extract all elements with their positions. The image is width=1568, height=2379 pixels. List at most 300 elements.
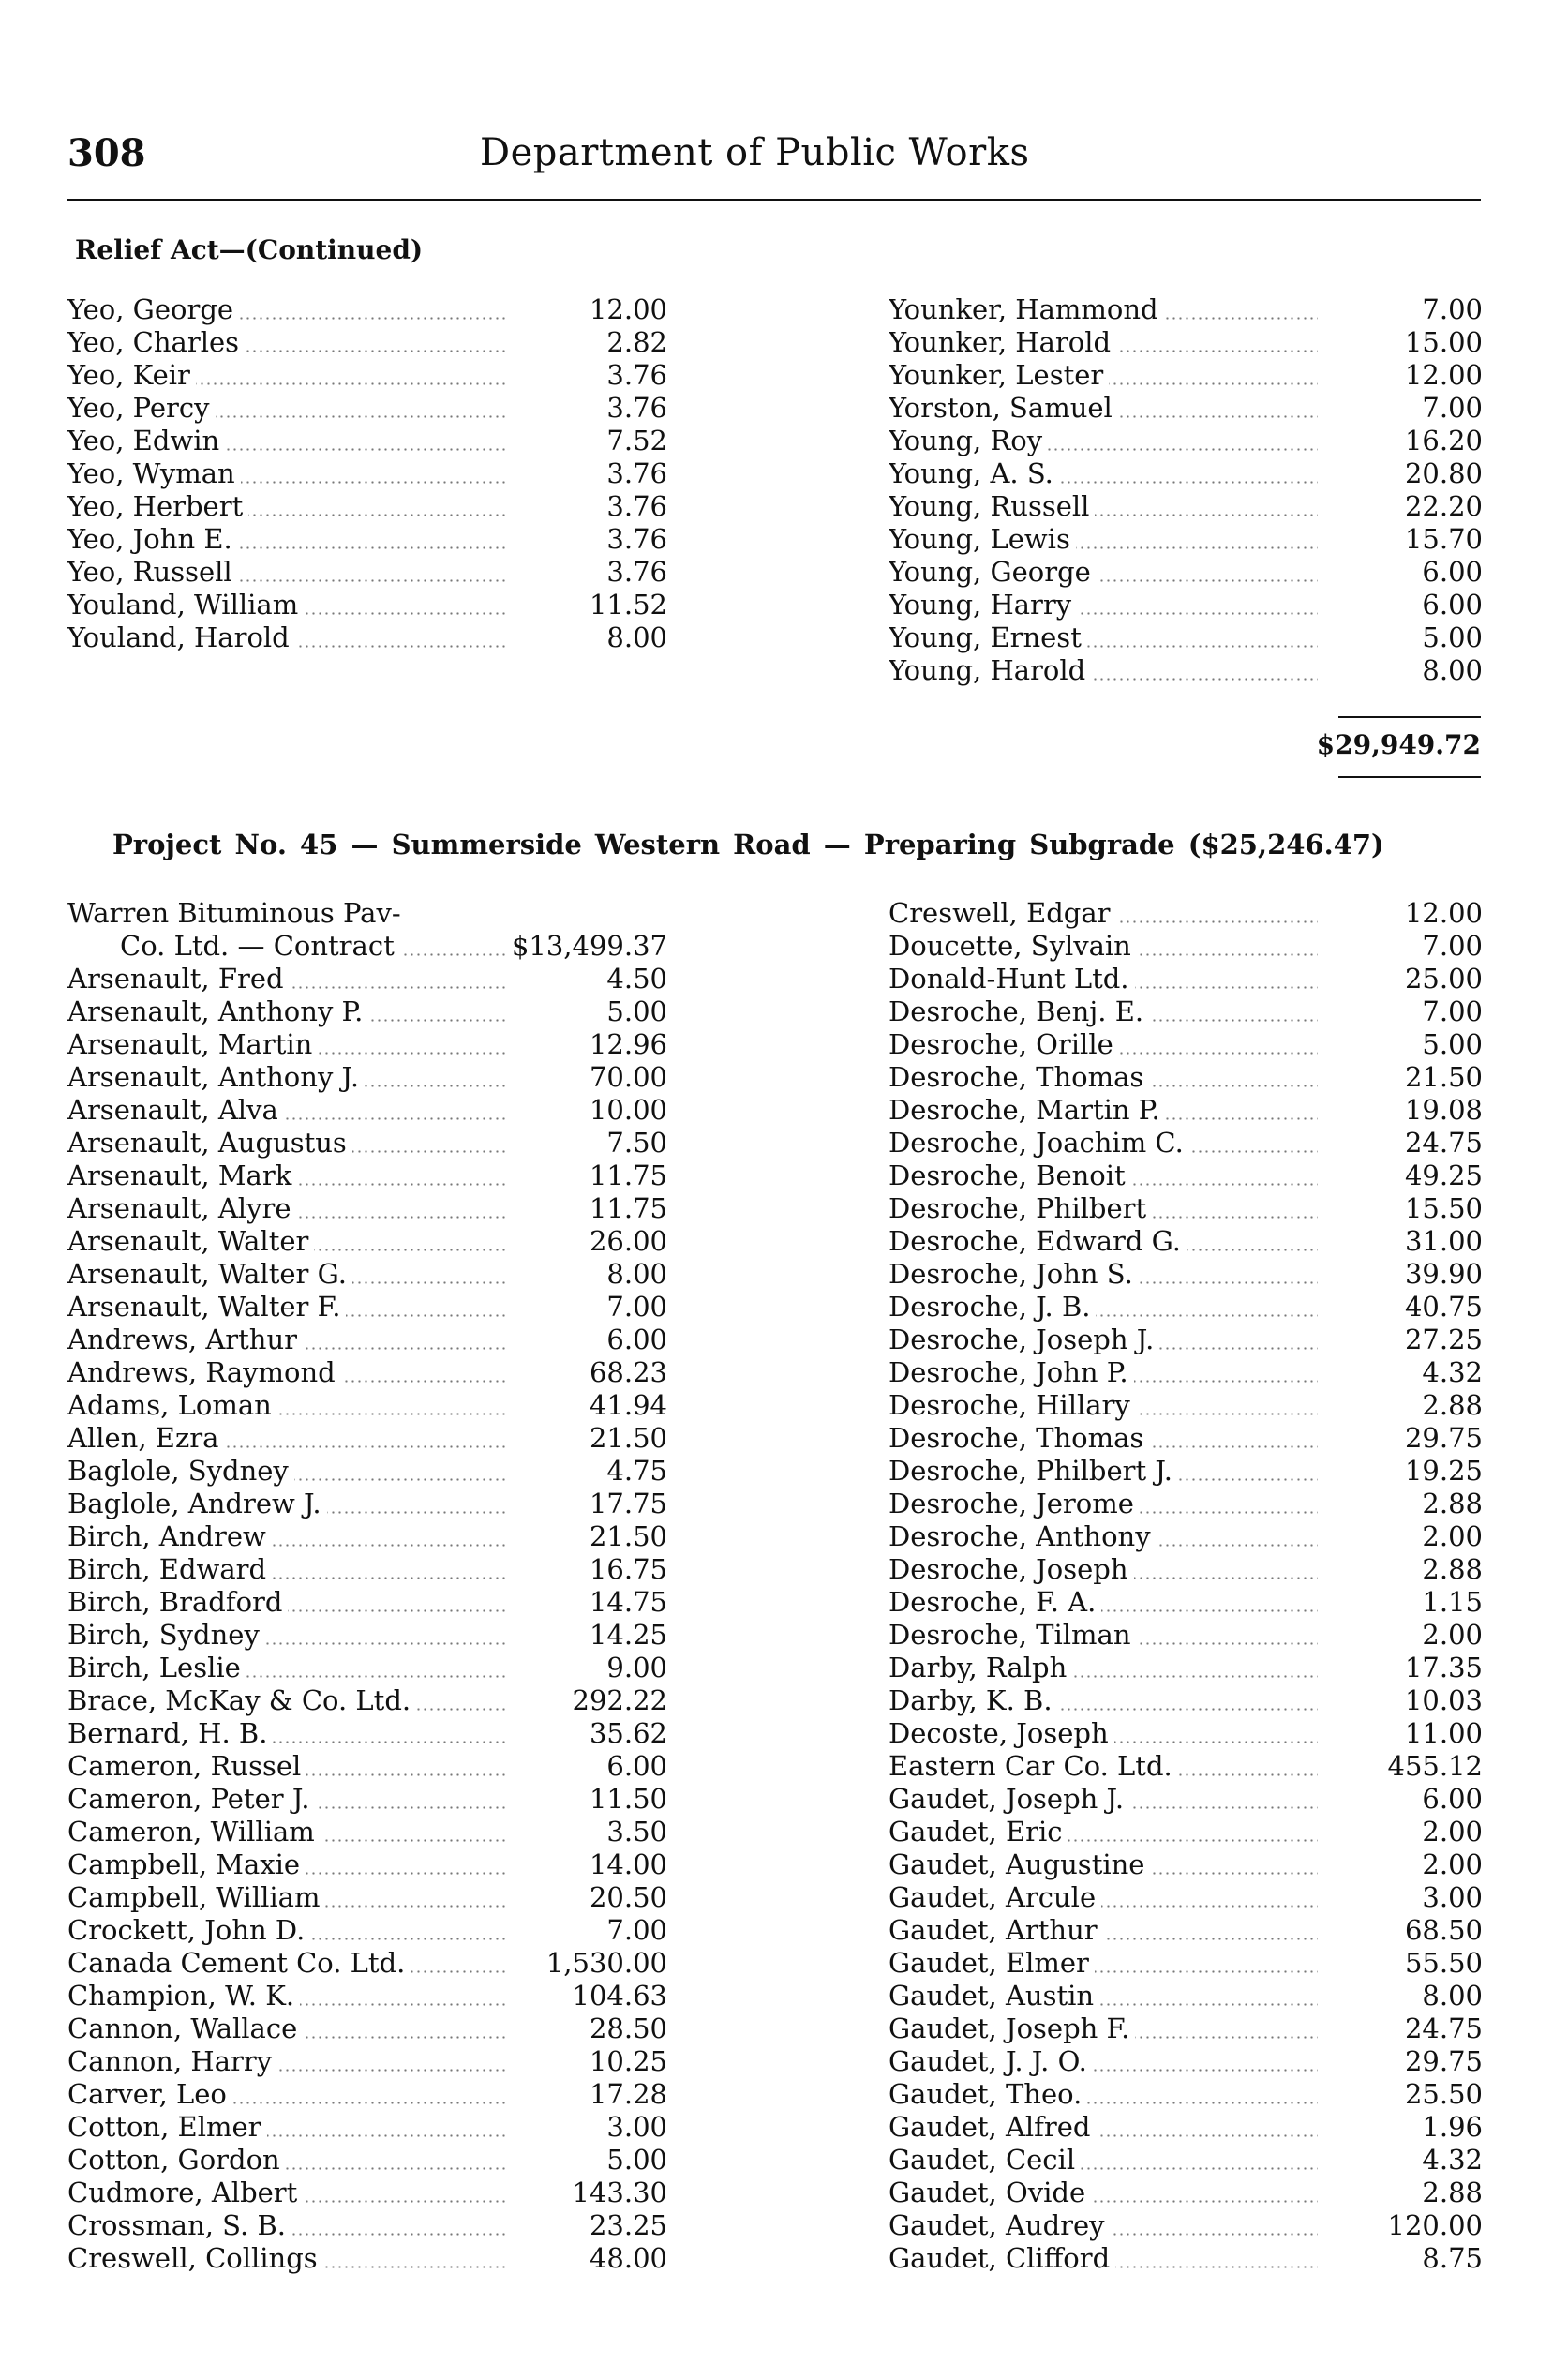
contract-line-1: Warren Bituminous Pav- xyxy=(67,897,401,929)
leader-dots xyxy=(67,490,506,523)
entry-name: Yeo, Wyman xyxy=(67,457,241,489)
ledger-entry xyxy=(889,963,1483,995)
entry-name: Donald-Hunt Ltd. xyxy=(889,963,1135,995)
ledger-entry xyxy=(889,897,1483,930)
entry-name: Gaudet, Eric xyxy=(889,1816,1068,1848)
leader-dots xyxy=(67,2177,506,2209)
entry-name: Younker, Lester xyxy=(889,359,1109,391)
entry-amount: 1.96 xyxy=(1422,2111,1483,2143)
entry-name: Desroche, J. B. xyxy=(889,1291,1096,1323)
entry-name: Desroche, Joseph J. xyxy=(889,1324,1159,1355)
entry-amount: 55.50 xyxy=(1404,1947,1483,1979)
entry-name: Cannon, Wallace xyxy=(67,2012,303,2044)
leader-dots xyxy=(67,556,506,589)
leader-dots xyxy=(889,1455,1318,1488)
leader-dots xyxy=(67,1652,506,1684)
leader-dots xyxy=(67,930,506,963)
entry-name: Birch, Edward xyxy=(67,1553,272,1585)
entry-amount: 2.88 xyxy=(1422,2177,1483,2208)
entry-amount: 11.50 xyxy=(589,1783,667,1815)
ledger-entry xyxy=(67,556,667,589)
ledger-entry xyxy=(889,1160,1483,1192)
entry-name: Arsenault, Alva xyxy=(67,1094,284,1126)
leader-dots xyxy=(889,2209,1318,2242)
entry-amount: 292.22 xyxy=(572,1684,667,1716)
ledger-entry xyxy=(67,995,667,1028)
entry-name: Crockett, John D. xyxy=(67,1914,310,1946)
entry-name: Cotton, Elmer xyxy=(67,2111,267,2143)
ledger-entry xyxy=(889,1028,1483,1061)
entry-amount: 16.75 xyxy=(589,1553,667,1585)
ledger-entry xyxy=(67,1980,667,2012)
entry-amount: 3.76 xyxy=(606,490,667,522)
entry-name: Young, George xyxy=(889,556,1097,588)
entry-amount: 7.00 xyxy=(1422,293,1483,325)
ledger-entry xyxy=(889,1947,1483,1980)
entry-name: Arsenault, Walter xyxy=(67,1225,314,1257)
entry-amount: 6.00 xyxy=(606,1750,667,1782)
leader-dots xyxy=(889,995,1318,1028)
entry-amount: 10.25 xyxy=(589,2045,667,2077)
ledger-entry xyxy=(67,1488,667,1520)
leader-dots xyxy=(67,621,506,654)
entry-name: Desroche, Joachim C. xyxy=(889,1127,1189,1159)
entry-name: Gaudet, Elmer xyxy=(889,1947,1095,1979)
entry-amount: 1.15 xyxy=(1422,1586,1483,1618)
entry-name: Birch, Andrew xyxy=(67,1520,272,1552)
ledger-entry xyxy=(889,654,1483,687)
entry-amount: 3.76 xyxy=(606,523,667,555)
running-head: Department of Public Works xyxy=(480,131,1030,174)
leader-dots xyxy=(889,2045,1318,2078)
leader-dots xyxy=(889,1488,1318,1520)
entry-name: Yeo, Keir xyxy=(67,359,196,391)
entry-amount: 8.00 xyxy=(1422,1980,1483,2012)
entry-name: Cannon, Harry xyxy=(67,2045,277,2077)
ledger-entry xyxy=(889,1881,1483,1914)
leader-dots xyxy=(889,1553,1318,1586)
ledger-entry xyxy=(889,1848,1483,1881)
entry-name: Younker, Harold xyxy=(889,326,1116,358)
entry-amount: 8.00 xyxy=(606,621,667,653)
leader-dots xyxy=(889,457,1318,490)
ledger-entry xyxy=(889,1324,1483,1356)
leader-dots xyxy=(67,1520,506,1553)
ledger-entry xyxy=(889,2012,1483,2045)
entry-name: Creswell, Edgar xyxy=(889,897,1116,929)
ledger-entry xyxy=(889,1816,1483,1848)
ledger-entry xyxy=(889,490,1483,523)
ledger-entry xyxy=(67,1783,667,1816)
entry-amount: 5.00 xyxy=(606,2144,667,2176)
leader-dots xyxy=(889,1324,1318,1356)
ledger-entry xyxy=(67,1750,667,1783)
entry-amount: 17.75 xyxy=(589,1488,667,1519)
entry-amount: 40.75 xyxy=(1404,1291,1483,1323)
ledger-entry xyxy=(67,963,667,995)
ledger-entry xyxy=(889,1061,1483,1094)
entry-name: Desroche, Martin P. xyxy=(889,1094,1166,1126)
entry-name: Yeo, Herbert xyxy=(67,490,248,522)
ledger-entry xyxy=(67,1816,667,1848)
contract-line-2: Co. Ltd. — Contract xyxy=(67,930,400,962)
leader-dots xyxy=(67,1028,506,1061)
entry-amount: 455.12 xyxy=(1387,1750,1483,1782)
ledger-entry xyxy=(67,490,667,523)
entry-amount: 2.88 xyxy=(1422,1389,1483,1421)
entry-amount: 8.00 xyxy=(606,1258,667,1290)
leader-dots xyxy=(67,1291,506,1324)
entry-amount: 70.00 xyxy=(589,1061,667,1093)
leader-dots xyxy=(889,1258,1318,1291)
ledger-entry xyxy=(889,2177,1483,2209)
leader-dots xyxy=(889,1520,1318,1553)
page-header xyxy=(67,131,1483,187)
entry-amount: 143.30 xyxy=(572,2177,667,2208)
leader-dots xyxy=(889,930,1318,963)
ledger-entry xyxy=(67,1356,667,1389)
entry-amount: 29.75 xyxy=(1404,1422,1483,1454)
entry-amount: 17.35 xyxy=(1404,1652,1483,1683)
section-title: Relief Act—(Continued) xyxy=(75,234,424,265)
leader-dots xyxy=(67,359,506,392)
ledger-entry xyxy=(67,1258,667,1291)
entry-amount: 24.75 xyxy=(1404,1127,1483,1159)
entry-amount: 68.23 xyxy=(589,1356,667,1388)
ledger-entry xyxy=(67,2242,667,2275)
entry-amount: 22.20 xyxy=(1404,490,1483,522)
ledger-entry xyxy=(67,1422,667,1455)
entry-name: Young, Lewis xyxy=(889,523,1076,555)
leader-dots xyxy=(889,2111,1318,2144)
entry-amount: 6.00 xyxy=(1422,1783,1483,1815)
relief-left-column xyxy=(67,293,667,654)
entry-amount: 12.96 xyxy=(589,1028,667,1060)
entry-amount: 12.00 xyxy=(1404,897,1483,929)
leader-dots xyxy=(889,1881,1318,1914)
ledger-entry xyxy=(67,1192,667,1225)
entry-amount: 5.00 xyxy=(1422,1028,1483,1060)
entry-name: Arsenault, Mark xyxy=(67,1160,297,1191)
leader-dots xyxy=(889,2078,1318,2111)
leader-dots xyxy=(67,1258,506,1291)
entry-amount: 31.00 xyxy=(1404,1225,1483,1257)
ledger-entry xyxy=(67,1586,667,1619)
entry-name: Yeo, Charles xyxy=(67,326,245,358)
entry-name: Desroche, Benj. E. xyxy=(889,995,1149,1027)
leader-dots xyxy=(889,359,1318,392)
entry-name: Canada Cement Co. Ltd. xyxy=(67,1947,411,1979)
leader-dots xyxy=(889,654,1318,687)
entry-amount: 2.00 xyxy=(1422,1816,1483,1848)
entry-name: Arsenault, Martin xyxy=(67,1028,318,1060)
ledger-entry xyxy=(67,2144,667,2177)
entry-name: Gaudet, Ovide xyxy=(889,2177,1091,2208)
entry-name: Gaudet, Joseph J. xyxy=(889,1783,1129,1815)
ledger-entry xyxy=(889,1553,1483,1586)
entry-name: Champion, W. K. xyxy=(67,1980,300,2012)
entry-amount: 16.20 xyxy=(1404,425,1483,456)
entry-name: Desroche, John S. xyxy=(889,1258,1139,1290)
ledger-entry xyxy=(889,2242,1483,2275)
ledger-entry xyxy=(889,930,1483,963)
ledger-entry xyxy=(889,1094,1483,1127)
leader-dots xyxy=(67,1094,506,1127)
leader-dots xyxy=(67,1488,506,1520)
entry-name: Desroche, F. A. xyxy=(889,1586,1101,1618)
ledger-entry xyxy=(67,1455,667,1488)
entry-name: Desroche, John P. xyxy=(889,1356,1134,1388)
leader-dots xyxy=(67,326,506,359)
ledger-entry xyxy=(889,1619,1483,1652)
leader-dots xyxy=(67,2045,506,2078)
entry-name: Desroche, Thomas xyxy=(889,1422,1149,1454)
entry-amount: 29.75 xyxy=(1404,2045,1483,2077)
entry-name: Campbell, William xyxy=(67,1881,325,1913)
entry-amount: 21.50 xyxy=(1404,1061,1483,1093)
entry-name: Gaudet, J. J. O. xyxy=(889,2045,1093,2077)
entry-amount: 26.00 xyxy=(589,1225,667,1257)
entry-amount: 17.28 xyxy=(589,2078,667,2110)
ledger-entry xyxy=(889,621,1483,654)
ledger-entry xyxy=(67,2012,667,2045)
entry-amount: 25.00 xyxy=(1404,963,1483,995)
leader-dots xyxy=(889,963,1318,995)
leader-dots xyxy=(889,1192,1318,1225)
entry-amount: 20.80 xyxy=(1404,457,1483,489)
leader-dots xyxy=(889,1684,1318,1717)
ledger-entry xyxy=(889,1652,1483,1684)
ledger-entry xyxy=(67,589,667,621)
entry-amount: 41.94 xyxy=(589,1389,667,1421)
entry-amount: 1,530.00 xyxy=(545,1947,667,1979)
leader-dots xyxy=(889,425,1318,457)
entry-name: Cameron, William xyxy=(67,1816,321,1848)
ledger-entry xyxy=(67,1619,667,1652)
entry-name: Desroche, Hillary xyxy=(889,1389,1136,1421)
entry-name: Desroche, Anthony xyxy=(889,1520,1157,1552)
entry-amount: 3.50 xyxy=(606,1816,667,1848)
entry-amount: 27.25 xyxy=(1404,1324,1483,1355)
entry-amount: 48.00 xyxy=(589,2242,667,2274)
entry-amount: 24.75 xyxy=(1404,2012,1483,2044)
ledger-entry xyxy=(67,1914,667,1947)
entry-amount: 4.32 xyxy=(1422,1356,1483,1388)
leader-dots xyxy=(67,1619,506,1652)
entry-name: Gaudet, Theo. xyxy=(889,2078,1087,2110)
entry-name: Desroche, Philbert J. xyxy=(889,1455,1178,1487)
leader-dots xyxy=(889,1947,1318,1980)
entry-amount: 14.25 xyxy=(589,1619,667,1651)
contract-amount: $13,499.37 xyxy=(511,930,667,962)
leader-dots xyxy=(889,1028,1318,1061)
leader-dots xyxy=(67,2111,506,2144)
entry-name: Darby, K. B. xyxy=(889,1684,1058,1716)
entry-amount: 28.50 xyxy=(589,2012,667,2044)
page-number: 308 xyxy=(67,131,146,175)
entry-name: Eastern Car Co. Ltd. xyxy=(889,1750,1178,1782)
entry-name: Darby, Ralph xyxy=(889,1652,1072,1683)
ledger-entry xyxy=(889,392,1483,425)
ledger-entry xyxy=(67,1094,667,1127)
entry-amount: 35.62 xyxy=(589,1717,667,1749)
entry-name: Young, Harry xyxy=(889,589,1077,621)
leader-dots xyxy=(67,2209,506,2242)
leader-dots xyxy=(67,1160,506,1192)
entry-amount: 3.76 xyxy=(606,392,667,424)
ledger-entry xyxy=(889,1389,1483,1422)
entry-name: Decoste, Joseph xyxy=(889,1717,1114,1749)
ledger-entry xyxy=(67,1717,667,1750)
leader-dots xyxy=(889,589,1318,621)
entry-amount: 104.63 xyxy=(572,1980,667,2012)
leader-dots xyxy=(67,1717,506,1750)
ledger-entry xyxy=(889,1192,1483,1225)
leader-dots xyxy=(67,1422,506,1455)
leader-dots xyxy=(889,1848,1318,1881)
total-rule-top xyxy=(1338,716,1481,718)
ledger-entry xyxy=(889,995,1483,1028)
entry-name: Desroche, Philbert xyxy=(889,1192,1152,1224)
leader-dots xyxy=(889,621,1318,654)
entry-name: Campbell, Maxie xyxy=(67,1848,306,1880)
entry-name: Yorston, Samuel xyxy=(889,392,1118,424)
project-title: Project No. 45 — Summerside Western Road — Preparing Subgrade ($25,246.47) xyxy=(112,829,1384,860)
ledger-entry xyxy=(889,1684,1483,1717)
leader-dots xyxy=(67,2242,506,2275)
leader-dots xyxy=(889,1619,1318,1652)
leader-dots xyxy=(889,1094,1318,1127)
ledger-entry xyxy=(889,589,1483,621)
entry-name: Arsenault, Alyre xyxy=(67,1192,297,1224)
leader-dots xyxy=(67,293,506,326)
leader-dots xyxy=(67,1324,506,1356)
leader-dots xyxy=(67,1816,506,1848)
entry-amount: 14.00 xyxy=(589,1848,667,1880)
ledger-entry xyxy=(889,523,1483,556)
entry-amount: 3.00 xyxy=(606,2111,667,2143)
ledger-entry xyxy=(67,2078,667,2111)
ledger-entry xyxy=(67,425,667,457)
ledger-entry xyxy=(889,1783,1483,1816)
entry-name: Gaudet, Alfred xyxy=(889,2111,1097,2143)
entry-amount: 7.00 xyxy=(606,1291,667,1323)
ledger-entry xyxy=(67,457,667,490)
leader-dots xyxy=(889,556,1318,589)
ledger-entry xyxy=(67,1061,667,1094)
ledger-entry xyxy=(67,1947,667,1980)
leader-dots xyxy=(67,425,506,457)
entry-name: Gaudet, Arcule xyxy=(889,1881,1101,1913)
leader-dots xyxy=(889,293,1318,326)
entry-amount: 15.00 xyxy=(1404,326,1483,358)
entry-name: Bernard, H. B. xyxy=(67,1717,273,1749)
entry-name: Gaudet, Augustine xyxy=(889,1848,1150,1880)
entry-name: Arsenault, Anthony P. xyxy=(67,995,368,1027)
leader-dots xyxy=(67,392,506,425)
entry-amount: 10.03 xyxy=(1404,1684,1483,1716)
leader-dots xyxy=(889,326,1318,359)
leader-dots xyxy=(67,1127,506,1160)
entry-name: Young, Roy xyxy=(889,425,1048,456)
leader-dots xyxy=(889,1127,1318,1160)
entry-name: Yeo, George xyxy=(67,293,239,325)
ledger-entry xyxy=(889,1750,1483,1783)
entry-amount: 3.76 xyxy=(606,359,667,391)
entry-amount: 2.88 xyxy=(1422,1488,1483,1519)
entry-amount: 7.52 xyxy=(606,425,667,456)
relief-total: $29,949.72 xyxy=(1316,729,1481,760)
leader-dots xyxy=(889,1914,1318,1947)
leader-dots xyxy=(889,1750,1318,1783)
entry-name: Yeo, Russell xyxy=(67,556,238,588)
leader-dots xyxy=(67,1783,506,1816)
ledger-entry xyxy=(889,2078,1483,2111)
entry-amount: 7.50 xyxy=(606,1127,667,1159)
leader-dots xyxy=(67,1750,506,1783)
entry-amount: 15.50 xyxy=(1404,1192,1483,1224)
ledger-entry xyxy=(67,1028,667,1061)
leader-dots xyxy=(67,2078,506,2111)
leader-dots xyxy=(67,1061,506,1094)
ledger-entry xyxy=(889,1127,1483,1160)
entry-amount: 2.82 xyxy=(606,326,667,358)
ledger-entry xyxy=(67,293,667,326)
leader-dots xyxy=(889,1783,1318,1816)
ledger-entry xyxy=(889,2045,1483,2078)
leader-dots xyxy=(889,1980,1318,2012)
project-left-column xyxy=(67,897,667,2275)
leader-dots xyxy=(67,1356,506,1389)
leader-dots xyxy=(67,1455,506,1488)
entry-name: Yeo, John E. xyxy=(67,523,238,555)
ledger-entry xyxy=(889,293,1483,326)
entry-name: Andrews, Raymond xyxy=(67,1356,341,1388)
leader-dots xyxy=(889,1586,1318,1619)
ledger-entry xyxy=(67,2111,667,2144)
project-right-column xyxy=(889,897,1483,2275)
entry-amount: 25.50 xyxy=(1404,2078,1483,2110)
entry-name: Adams, Loman xyxy=(67,1389,277,1421)
ledger-entry xyxy=(67,1160,667,1192)
entry-name: Arsenault, Anthony J. xyxy=(67,1061,365,1093)
total-rule-bottom xyxy=(1338,776,1481,778)
entry-amount: 11.75 xyxy=(589,1192,667,1224)
ledger-entry xyxy=(889,1422,1483,1455)
leader-dots xyxy=(67,457,506,490)
entry-name: Desroche, Tilman xyxy=(889,1619,1137,1651)
entry-name: Arsenault, Walter F. xyxy=(67,1291,346,1323)
leader-dots xyxy=(67,1881,506,1914)
leader-dots xyxy=(67,963,506,995)
header-rule xyxy=(67,199,1481,201)
entry-amount: 7.00 xyxy=(1422,392,1483,424)
entry-amount: 6.00 xyxy=(606,1324,667,1355)
ledger-entry xyxy=(67,326,667,359)
leader-dots xyxy=(67,1848,506,1881)
entry-name: Allen, Ezra xyxy=(67,1422,224,1454)
ledger-entry xyxy=(67,523,667,556)
entry-amount: 2.00 xyxy=(1422,1848,1483,1880)
leader-dots xyxy=(889,1422,1318,1455)
ledger-entry xyxy=(889,1291,1483,1324)
entry-amount: 2.00 xyxy=(1422,1619,1483,1651)
leader-dots xyxy=(889,1291,1318,1324)
entry-amount: 23.25 xyxy=(589,2209,667,2241)
entry-amount: 19.25 xyxy=(1404,1455,1483,1487)
entry-name: Desroche, Joseph xyxy=(889,1553,1134,1585)
leader-dots xyxy=(889,2144,1318,2177)
